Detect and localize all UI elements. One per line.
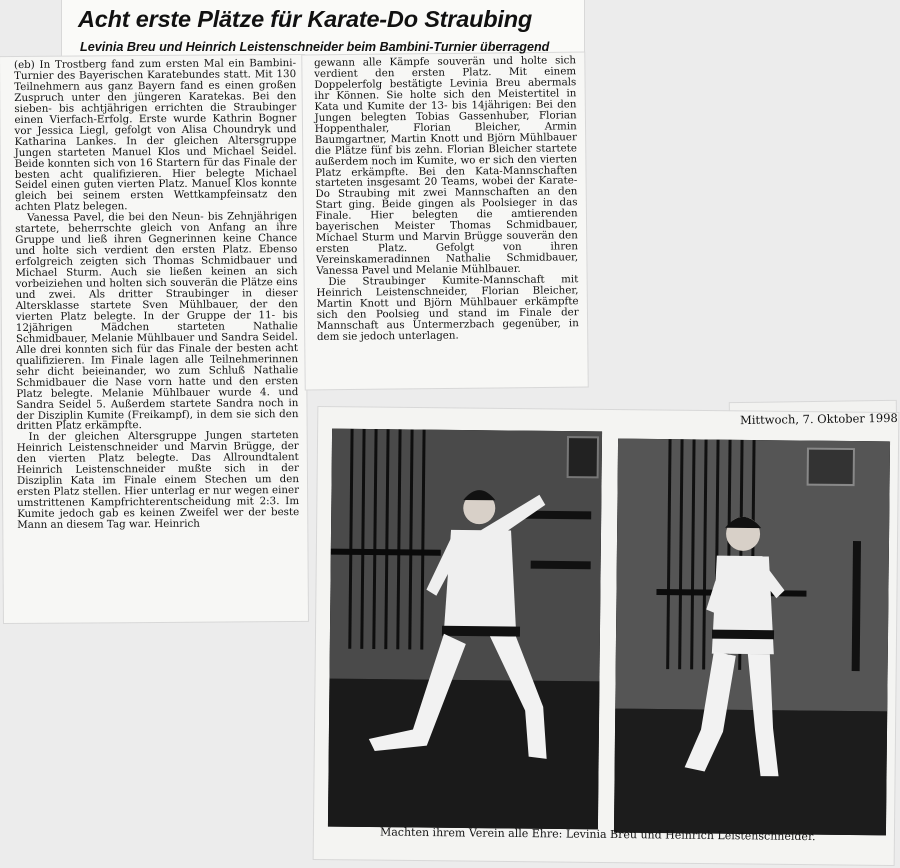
left-paragraph-2: Vanessa Pavel, die bei den Neun- bis Zehnjährigen startete, beherrschte gleich von Anfang an ihre Gruppe und ließ ihren Gegnerinnen keine Chance und holte sich verdient den ersten Platz. Ebenso erfolgreich zeigten sich Thomas Schmidbauer und Michael Sturm. Auch sie ließen keinen an sich vorbeiziehen und holten sich souverän die Plätze eins und zwei. Als dritter Straubinger in dieser Altersklasse startete Sven Mühlbauer, der den vierten Platz belegte. In der Gruppe der 11- bis 12jährigen Mädchen starteten Nathalie Schmidbauer, Melanie Mühlbauer und Sandra Seidel. Alle drei konnten sich für das Finale der besten acht qualifizieren. Im Finale lagen alle Teilnehmerinnen sehr dicht beieinander, wo zum Schluß Nathalie Schmidbauer die Nase vorn hatte und den ersten Platz belegte. Melanie Mühlbauer wurde 4. und Sandra Seidel 5. Außerdem startete Sandra noch in der Disziplin Kumite (Freikampf), in dem sie sich den dritten Platz erkämpfte. [15,210,299,433]
article-subheadline: Levinia Breu und Heinrich Leistenschneider beim Bambini-Turnier überragend [80,40,550,54]
photo-levinia-breu [328,429,602,830]
photo-levinia-breu-image [328,429,602,830]
right-paragraph-2: Die Straubinger Kumite-Mannschaft mit Heinrich Leistenschneider, Florian Bleicher, Martin Knott und Björn Mühlbauer erkämpfte sich den Poolsieg und stand im Finale der Mannschaft aus Untermerzbach gegenüber, in dem sie jedoch unterlagen. [316,273,579,343]
article-right-column [314,55,579,343]
photo-heinrich-leistenschneider [614,439,890,836]
right-paragraph-1: gewann alle Kämpfe souverän und holte sich verdient den ersten Platz. Mit einem Doppelerfolg bestätigte Levinia Breu abermals ihr Können. Sie holte sich den Meistertitel in Kata und Kumite der 13- bis 14jährigen: Bei den Jungen belegten Tobias Gassenhuber, Florian Hoppenthaler, Florian Bleicher, Armin Baumgartner, Martin Knott und Björn Mühlbauer die Plätze fünf bis zehn. Florian Bleicher startete außerdem noch im Kumite, wo er sich den vierten Platz erkämpfte. Bei den Kata-Mannschaften starteten insgesamt 20 Teams, wobei der Karate-Do Straubing mit zwei Mannschaften an den Start ging. Beide gingen als Poolsieger in das Finale. Hier belegten die amtierenden bayerischen Meister Thomas Schmidbauer, Michael Sturm und Marvin Brügge souverän den ersten Platz. Gefolgt von ihren Vereinskameradinnen Nathalie Schmidbauer, Vanessa Pavel und Melanie Mühlbauer. [313,54,579,278]
photo-heinrich-leistenschneider-image [614,439,890,836]
publication-date: Mittwoch, 7. Oktober 1998 [739,410,898,428]
left-paragraph-3: In der gleichen Altersgruppe Jungen starteten Heinrich Leistenschneider und Marvin Brügge, der den vierten Platz belegte. Das Allroundtalent Heinrich Leistenschneider mußte sich in der Disziplin Kata im Finale einem Stechen um den ersten Platz stellen. Hier unterlag er nur wegen einer umstrittenen Kampfrichterentscheidung mit 2:3. Im Kumite jedoch gab es keinen Zweifel wer der beste Mann an diesem Tag war. Heinrich [16,429,300,532]
left-paragraph-1: (eb) In Trostberg fand zum ersten Mal ein Bambini-Turnier des Bayerischen Karatebundes statt. Mit 130 Teilnehmern aus ganz Bayern fand es einen großen Zuspruch unter den jüngeren Karatekas. Bei den sieben- bis achtjährigen errichten die Straubinger einen Vierfach-Erfolg. Erste wurde Kathrin Bogner vor Jessica Liegl, gefolgt von Alisa Choundryk und Katharina Lankes. In der gleichen Altersgruppe Jungen starteten Manuel Klos und Michael Seidel. Beide konnten sich von 16 Startern für das Finale der besten acht qualifizieren. Hier belegte Michael Seidel einen guten vierten Platz. Manuel Klos konnte gleich bei seinem ersten Wettkampfeinsatz den achten Platz belegen. [13,57,297,214]
article-left-column [14,58,299,531]
article-headline: Acht erste Plätze für Karate-Do Straubing [78,6,533,32]
photo-caption: Machten ihrem Verein alle Ehre: Levinia Breu und Heinrich Leistenschneider. [379,825,816,844]
